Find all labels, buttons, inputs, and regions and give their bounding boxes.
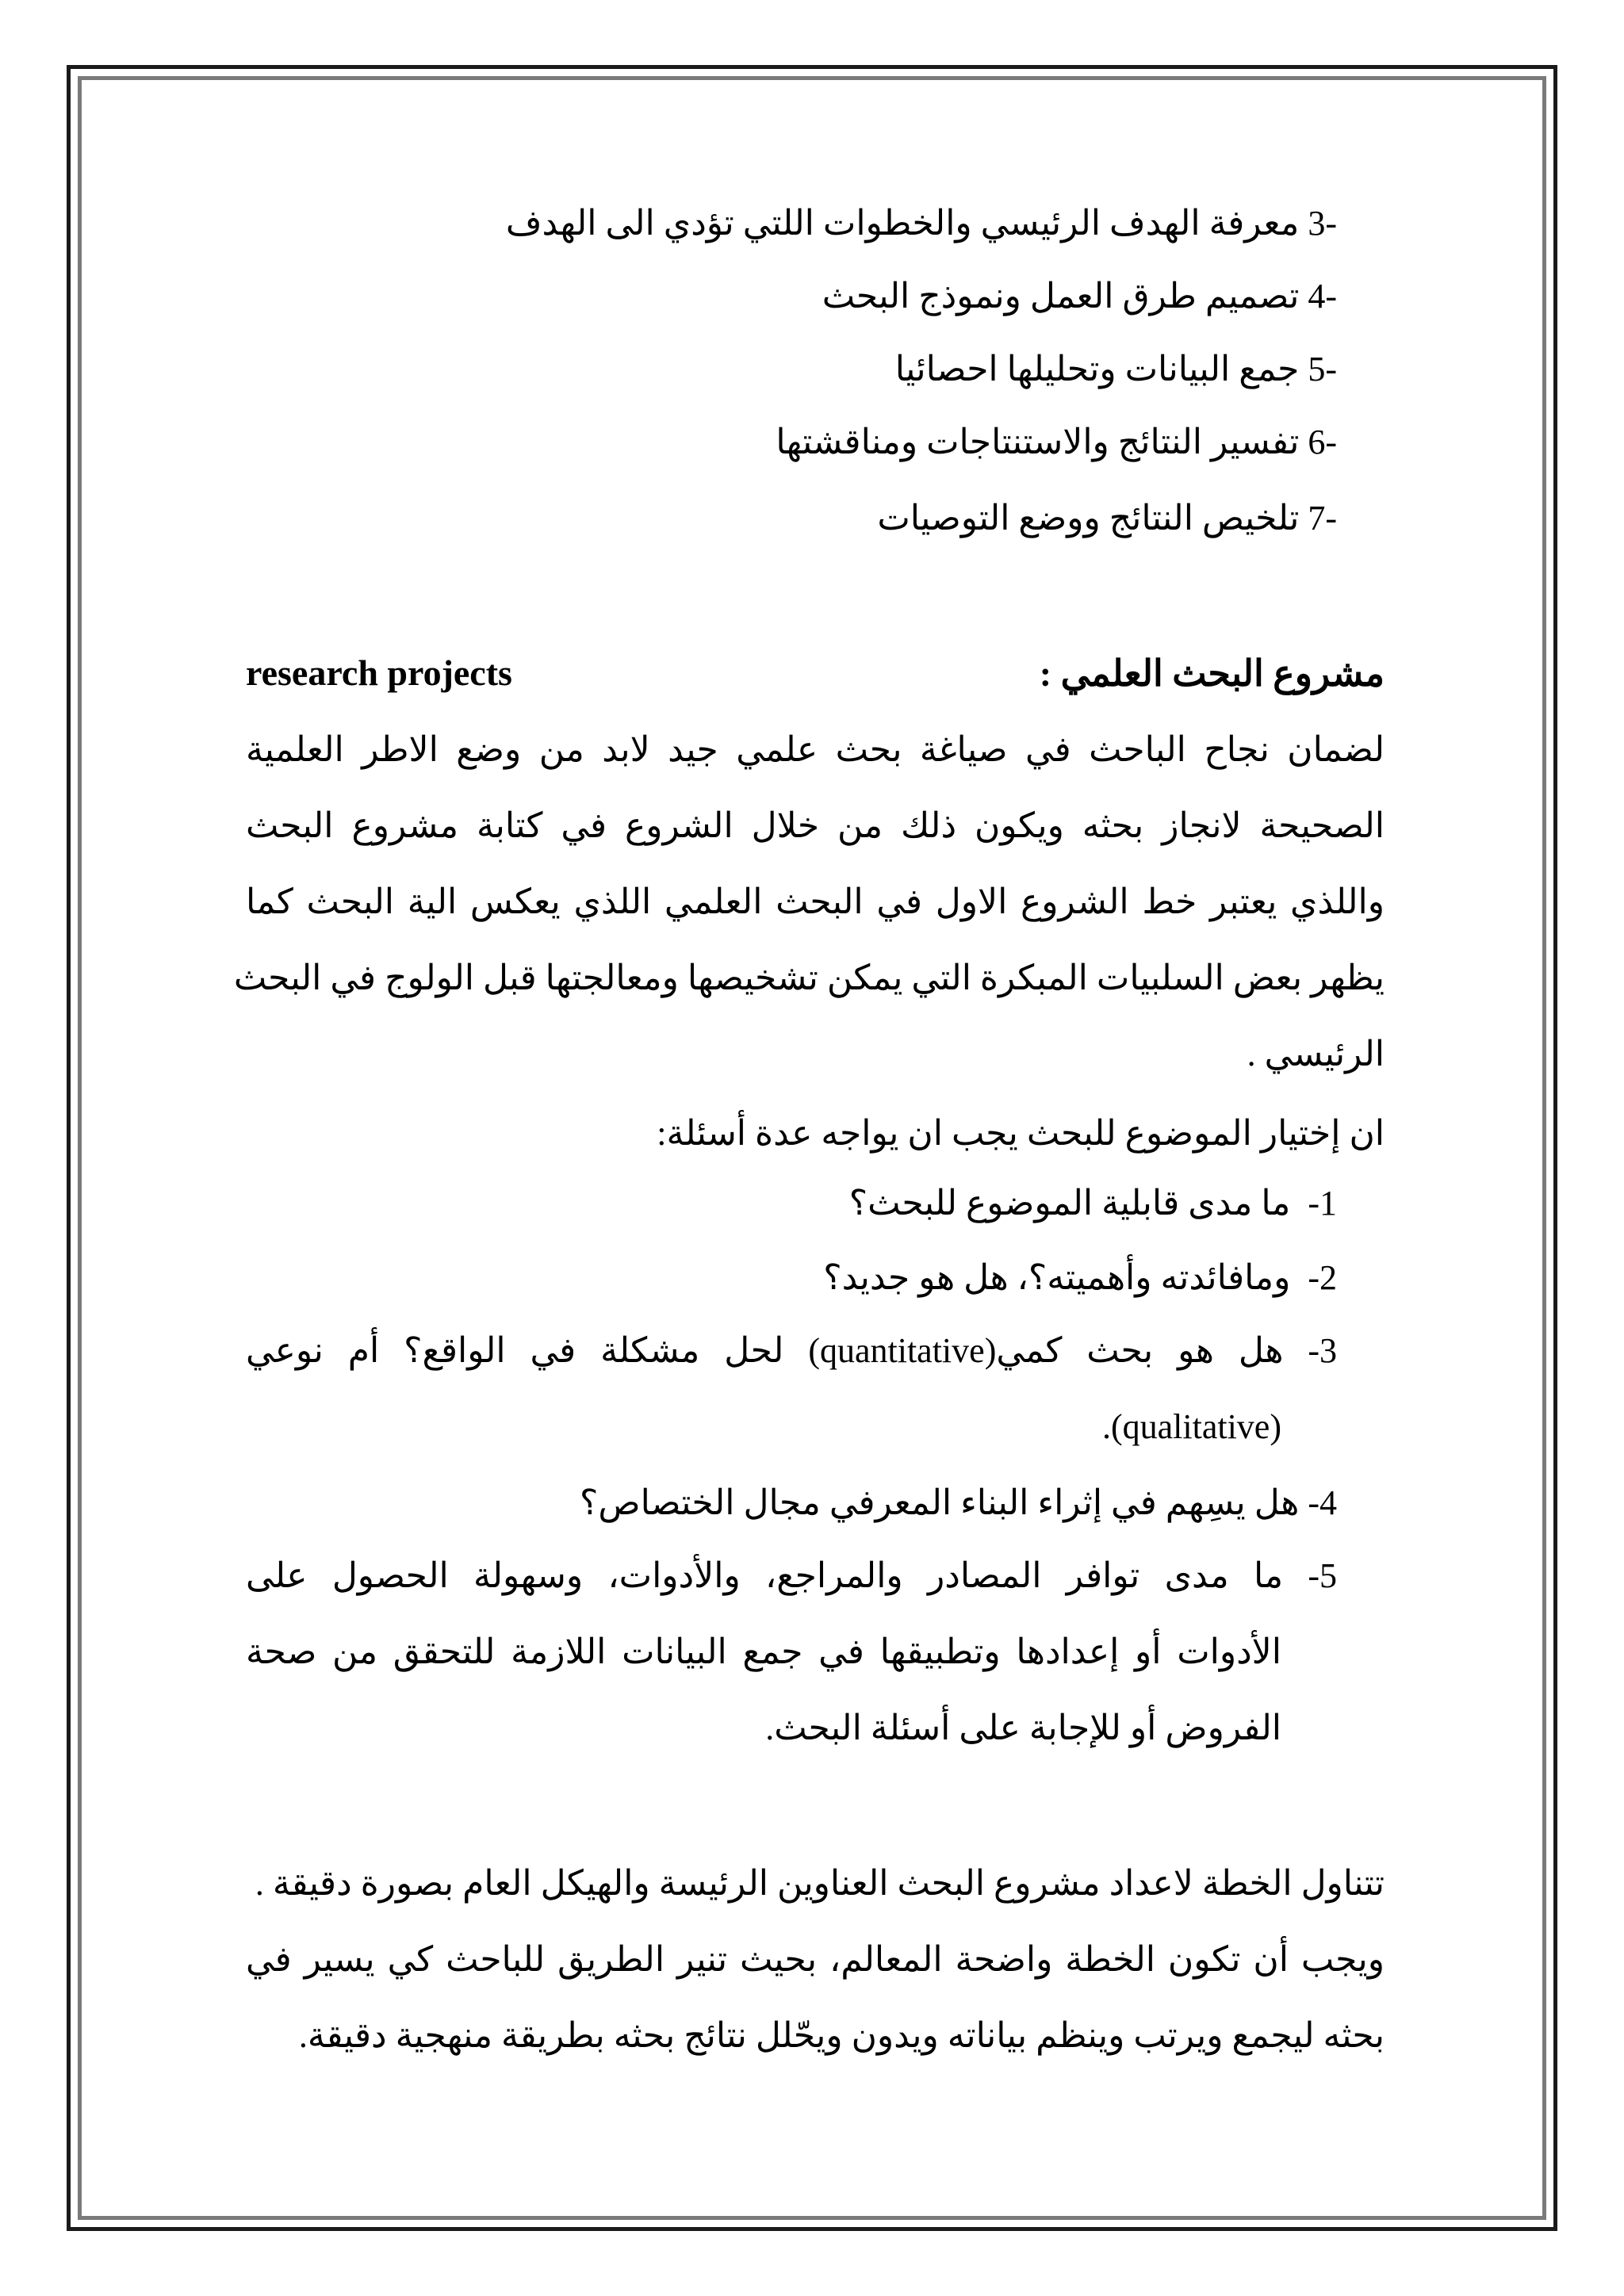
paragraph-line: بحثه ليجمع ويرتب وينظم بياناته ويدون ويحّلل نتائج بحثه بطريقة منهجية دقيقة.: [298, 2016, 1385, 2055]
paragraph-line: الصحيحة لانجاز بحثه ويكون ذلك من خلال الشروع في كتابة مشروع البحث: [246, 806, 1385, 845]
intro-paragraph: [233, 712, 1385, 1093]
question-item: 3- هل هو بحث كمي(quantitative) لحل مشكلة في الواقع؟ أم نوعي (qualitative).: [246, 1331, 1337, 1446]
question-item: 5- ما مدى توافر المصادر والمراجع، والأدوات، وسهولة الحصول على الأدوات أو إعدادها وتطبيقها في جمع البيانات اللازمة للتحقق من صحة الفروض أو للإجابة على أسئلة البحث.: [246, 1556, 1338, 1747]
paragraph-line: يظهر بعض السلبيات المبكرة التي يمكن تشخيصها ومعالجتها قبل الولوج في البحث: [233, 959, 1385, 997]
paragraph-line: تتناول الخطة لاعداد مشروع البحث العناوين الرئيسة والهيكل العام بصورة دقيقة .: [255, 1864, 1385, 1903]
section-heading-arabic: مشروع البحث العلمي :: [1039, 653, 1385, 694]
list-item: 5- جمع البيانات وتحليلها احصائيا: [894, 350, 1337, 388]
list-item: 4- تصميم طرق العمل ونموذج البحث: [822, 277, 1337, 316]
section-heading: [246, 652, 1385, 702]
paragraph-line: الرئيسي .: [1247, 1035, 1385, 1073]
paragraph-line: لضمان نجاح الباحث في صياغة بحث علمي جيد لابد من وضع الاطر العلمية: [246, 730, 1385, 769]
list-item: 7- تلخيص النتائج ووضع التوصيات: [877, 499, 1337, 538]
question-item: 1- ما مدى قابلية الموضوع للبحث؟: [848, 1184, 1337, 1223]
question-item: 2- ومافائدته وأهميته؟، هل هو جديد؟: [823, 1258, 1337, 1297]
paragraph-line: واللذي يعتبر خط الشروع الاول في البحث العلمي اللذي يعكس الية البحث كما: [246, 882, 1385, 921]
question-item: 4- هل يسِهم في إثراء البناء المعرفي مجال الختصاص؟: [580, 1483, 1337, 1522]
questions-intro: ان إختيار الموضوع للبحث يجب ان يواجه عدة أسئلة:: [657, 1114, 1385, 1153]
list-item: 6- تفسير النتائج والاستنتاجات ومناقشتها: [776, 423, 1337, 461]
closing-paragraph: [246, 1846, 1385, 2074]
paragraph-line: ويجب أن تكون الخطة واضحة المعالم، بحيث تنير الطريق للباحث كي يسير في: [246, 1940, 1385, 1979]
section-heading-english: research projects: [246, 652, 512, 693]
list-item: 3- معرفة الهدف الرئيسي والخطوات اللتي تؤدي الى الهدف: [505, 204, 1337, 243]
